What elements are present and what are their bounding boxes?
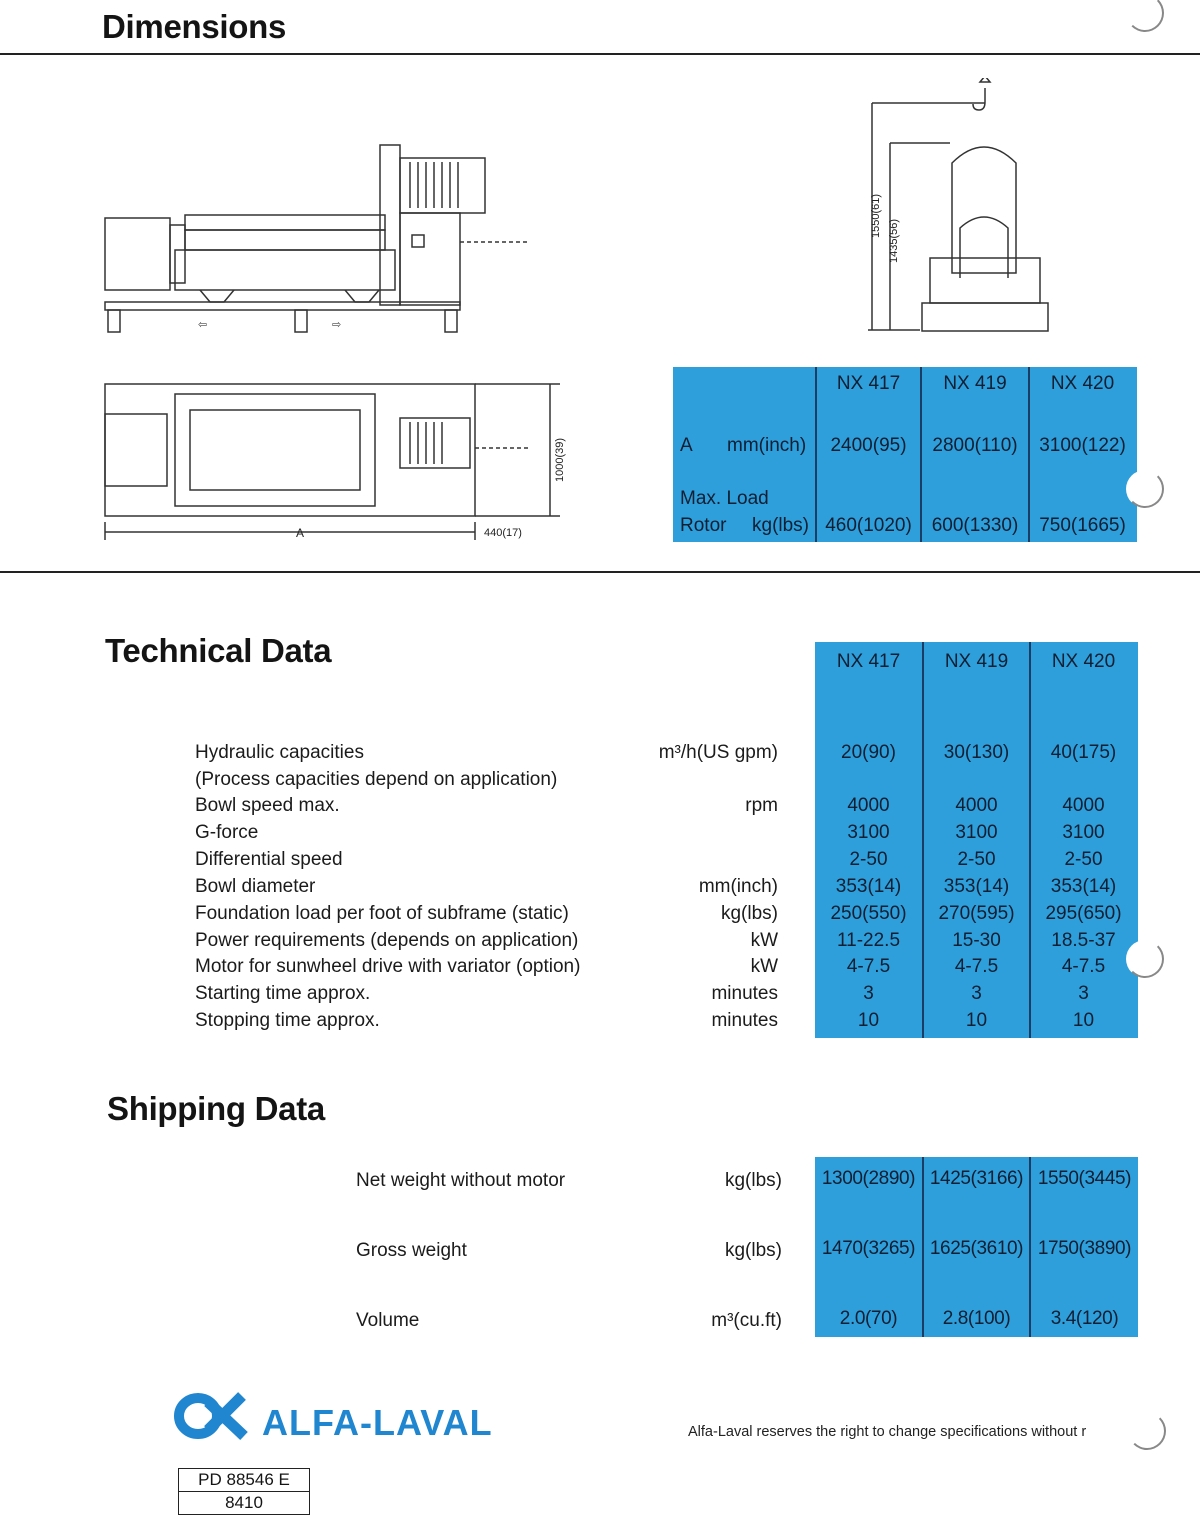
tech-row-unit: minutes (711, 1010, 778, 1031)
dim-row-load-label: Max. Load (680, 488, 769, 509)
dim-body-height-label: 1435(56) (888, 218, 900, 263)
front-view-drawing (860, 78, 1060, 338)
tech-row-value: 353(14) (1050, 876, 1117, 897)
dimensions-title: Dimensions (102, 8, 287, 45)
tech-model-header: NX 417 (836, 651, 901, 672)
tech-row-label: Bowl speed max. (195, 795, 340, 816)
dim-row-load-value: 600(1330) (931, 515, 1019, 536)
punch-hole (1126, 0, 1164, 32)
tech-row-value: 3100 (1062, 822, 1105, 843)
svg-text:⇦: ⇦ (198, 319, 208, 331)
tech-row-value: 2-50 (1064, 849, 1103, 870)
tech-row-value: 40(175) (1050, 742, 1117, 763)
dim-row-load-label: Rotor (680, 515, 727, 536)
dim-row-load-value: 460(1020) (825, 515, 912, 536)
dim-row-load-unit: kg(lbs) (752, 515, 810, 536)
tech-row-unit: rpm (745, 795, 778, 816)
tech-row-unit: kW (750, 930, 778, 951)
dim-extension-label: 440(17) (484, 527, 522, 539)
dim-row-a-value: 2800(110) (932, 435, 1018, 456)
ship-row-value: 1470(3265) (821, 1238, 916, 1259)
ship-row-label: Gross weight (356, 1240, 467, 1261)
tech-row-label: G-force (195, 822, 259, 843)
ship-row-label: Net weight without motor (356, 1170, 566, 1191)
dim-width-label: 1000(39) (554, 437, 566, 482)
dim-model-header: NX 417 (836, 373, 901, 394)
tech-row-unit: m³/h(US gpm) (658, 742, 778, 763)
tech-row-value: 18.5-37 (1051, 930, 1116, 951)
tech-row-value: 353(14) (943, 876, 1010, 897)
dim-length-label: A (296, 526, 305, 540)
tech-row-value: 15-30 (952, 930, 1001, 951)
tech-row-value: 3 (863, 983, 874, 1004)
ship-row-value: 1625(3610) (929, 1238, 1024, 1259)
technical-data-title: Technical Data (105, 632, 332, 669)
tech-row-label: Starting time approx. (195, 983, 371, 1004)
alpha-symbol-icon (179, 1396, 244, 1436)
dim-total-height-label: 1550(61) (870, 193, 882, 238)
side-view-drawing (100, 140, 560, 340)
tech-row-unit: kW (750, 956, 778, 977)
ship-row-value: 3.4(120) (1050, 1308, 1119, 1329)
dim-row-a-label: A (680, 435, 693, 456)
ship-row-value: 1750(3890) (1037, 1238, 1132, 1259)
svg-text:⇨: ⇨ (332, 319, 342, 331)
ship-row-label: Volume (356, 1310, 420, 1331)
tech-row-value: 4000 (847, 795, 890, 816)
tech-row-label: Hydraulic capacities (195, 742, 364, 763)
ship-row-unit: kg(lbs) (724, 1240, 782, 1261)
ship-row-value: 1300(2890) (821, 1168, 916, 1189)
punch-hole (1126, 940, 1164, 978)
brand-name: ALFA-LAVAL (262, 1402, 493, 1443)
tech-row-value: 3 (1078, 983, 1089, 1004)
disclaimer-text: Alfa-Laval reserves the right to change specifications without r (688, 1424, 1087, 1440)
tech-row-value: 3 (971, 983, 982, 1004)
tech-row-label: (Process capacities depend on application) (195, 769, 558, 790)
dim-row-a-value: 3100(122) (1039, 435, 1126, 456)
doc-date: 8410 (178, 1492, 310, 1515)
tech-row-value: 250(550) (830, 903, 907, 924)
tech-row-label: Foundation load per foot of subframe (static) (195, 903, 569, 924)
top-view-drawing (100, 372, 570, 552)
tech-row-label: Motor for sunwheel drive with variator (option) (195, 956, 581, 977)
ship-row-value: 1425(3166) (929, 1168, 1024, 1189)
tech-row-value: 4-7.5 (846, 956, 891, 977)
tech-row-value: 4000 (955, 795, 998, 816)
ship-row-value: 2.8(100) (942, 1308, 1011, 1329)
dim-model-header: NX 419 (943, 373, 1007, 394)
shipping-data-title: Shipping Data (107, 1090, 325, 1127)
section-rule (0, 571, 1200, 573)
tech-row-value: 4-7.5 (1061, 956, 1106, 977)
tech-row-label: Differential speed (195, 849, 343, 870)
tech-row-value: 3100 (847, 822, 890, 843)
tech-row-value: 295(650) (1045, 903, 1122, 924)
tech-row-value: 11-22.5 (836, 930, 901, 951)
tech-row-value: 4-7.5 (954, 956, 999, 977)
tech-row-value: 2-50 (957, 849, 996, 870)
punch-hole (1128, 1412, 1166, 1450)
ship-row-value: 2.0(70) (839, 1308, 898, 1329)
punch-hole (1126, 470, 1164, 508)
tech-row-value: 10 (857, 1010, 880, 1031)
ship-row-unit: kg(lbs) (724, 1170, 782, 1191)
tech-row-value: 353(14) (835, 876, 902, 897)
tech-row-label: Power requirements (depends on application) (195, 930, 579, 951)
doc-number: PD 88546 E (178, 1468, 310, 1492)
tech-row-value: 4000 (1062, 795, 1105, 816)
tech-row-value: 30(130) (943, 742, 1010, 763)
ship-row-value: 1550(3445) (1037, 1168, 1132, 1189)
dim-model-header: NX 420 (1050, 373, 1115, 394)
tech-model-header: NX 420 (1051, 651, 1116, 672)
tech-row-unit: minutes (711, 983, 778, 1004)
dim-row-a-value: 2400(95) (830, 435, 907, 456)
dim-row-a-unit: mm(inch) (727, 435, 807, 456)
tech-row-value: 2-50 (849, 849, 888, 870)
tech-model-header: NX 419 (944, 651, 1009, 672)
ship-row-unit: m³(cu.ft) (711, 1310, 782, 1331)
tech-row-unit: kg(lbs) (720, 903, 778, 924)
tech-row-value: 20(90) (841, 742, 896, 763)
tech-row-label: Stopping time approx. (195, 1010, 380, 1031)
dim-row-load-value: 750(1665) (1039, 515, 1126, 536)
tech-row-value: 10 (1072, 1010, 1095, 1031)
tech-row-value: 3100 (955, 822, 998, 843)
top-rule (0, 53, 1200, 55)
tech-row-label: Bowl diameter (195, 876, 316, 897)
tech-row-value: 270(595) (938, 903, 1015, 924)
tech-row-unit: mm(inch) (698, 876, 778, 897)
alfa-laval-logo (172, 1390, 572, 1446)
tech-row-value: 10 (965, 1010, 988, 1031)
